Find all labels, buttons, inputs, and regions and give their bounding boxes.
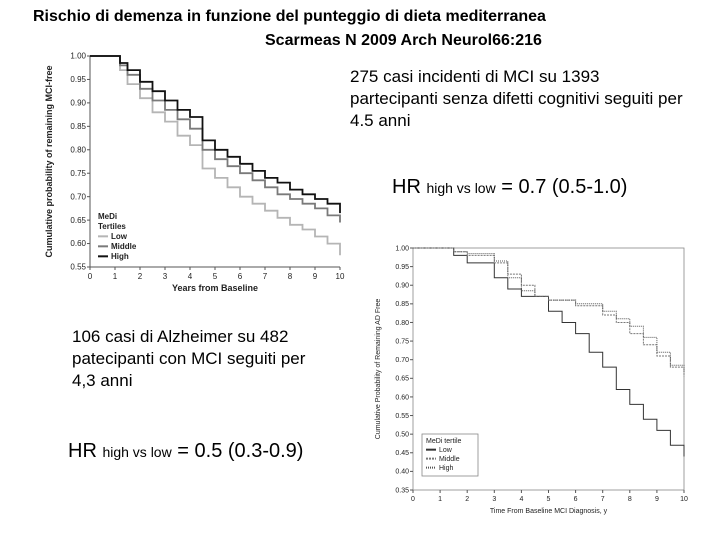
- mci-legend-label: High: [111, 252, 129, 261]
- mci-x-tick-label: 4: [187, 272, 193, 281]
- mci-y-tick-label: 0.85: [70, 122, 86, 131]
- hr-mci-prefix: HR: [392, 176, 427, 198]
- hr-ad-prefix: HR: [68, 440, 103, 462]
- mci-y-tick-label: 0.65: [70, 215, 86, 225]
- ad-y-tick-label: 0.65: [395, 375, 409, 383]
- mci-x-tick-label: 2: [137, 272, 143, 281]
- ad-x-tick-label: 3: [492, 496, 497, 503]
- hr-ad-subscript: high vs low: [102, 444, 172, 460]
- ad-y-axis-label: Cumulative Probability of Remaining AD Free: [375, 298, 382, 440]
- mci-legend-label: Middle: [111, 242, 137, 251]
- mci-x-tick-label: 8: [287, 272, 293, 281]
- ad-x-tick-label: 4: [519, 496, 524, 503]
- ad-y-tick-label: 0.55: [395, 412, 409, 420]
- ad-y-tick-label: 0.75: [395, 338, 409, 346]
- ad-y-tick-label: 0.50: [395, 431, 409, 439]
- mci-legend-label: Low: [111, 232, 127, 241]
- ad-series-low: [413, 248, 684, 457]
- hr-mci-subscript: high vs low: [426, 180, 496, 196]
- mci-y-tick-label: 0.75: [70, 168, 86, 178]
- mci-x-tick-label: 6: [237, 272, 243, 281]
- mci-legend-title: Tertiles: [98, 222, 126, 231]
- mci-y-tick-label: 0.80: [70, 145, 86, 155]
- ad-y-tick-label: 0.45: [395, 450, 409, 458]
- mci-x-tick-label: 3: [162, 272, 168, 281]
- mci-y-axis-label: Cumulative probability of remaining MCI-free: [44, 65, 54, 258]
- hr-ad-value: = 0.5 (0.3-0.9): [171, 440, 304, 462]
- mci-study-note: 275 casi incidenti di MCI su 1393 partecipanti senza difetti cognitivi seguiti per 4.5 anni: [350, 67, 683, 130]
- ad-x-tick-label: 2: [465, 496, 470, 503]
- ad-x-axis-label: Time From Baseline MCI Diagnosis, y: [489, 508, 608, 515]
- citation: Scarmeas N 2009 Arch Neurol66:216: [265, 32, 542, 49]
- ad-y-tick-label: 0.90: [395, 282, 409, 290]
- slide-title: Rischio di demenza in funzione del punteggio di dieta mediterranea: [33, 8, 546, 25]
- mci-y-tick-label: 0.70: [70, 192, 86, 202]
- mci-y-tick-label: 0.95: [70, 75, 86, 85]
- hr-ad: [68, 440, 303, 463]
- ad-y-tick-label: 0.80: [395, 319, 409, 327]
- ad-x-tick-label: 0: [411, 496, 415, 503]
- ad-legend-title: MeDi tertile: [426, 438, 462, 445]
- mci-y-tick-label: 0.55: [70, 262, 86, 272]
- ad-x-tick-label: 8: [627, 496, 632, 503]
- mci-x-tick-label: 0: [87, 272, 93, 281]
- mci-x-tick-label: 7: [262, 272, 268, 281]
- mci-x-tick-label: 9: [312, 272, 318, 281]
- ad-survival-chart: [368, 240, 698, 530]
- ad-study-note: 106 casi di Alzheimer su 482 patecipanti con MCI seguiti per 4,3 anni: [72, 327, 306, 390]
- ad-y-tick-label: 1.00: [395, 245, 409, 253]
- ad-y-tick-label: 0.35: [395, 487, 409, 495]
- ad-y-tick-label: 0.60: [395, 394, 409, 402]
- ad-x-tick-label: 6: [573, 496, 578, 503]
- hr-mci-value: = 0.7 (0.5-1.0): [495, 176, 628, 198]
- ad-x-tick-label: 1: [438, 496, 443, 503]
- ad-y-tick-label: 0.70: [395, 357, 409, 365]
- ad-y-tick-label: 0.40: [395, 468, 409, 476]
- mci-x-axis-label: Years from Baseline: [171, 283, 259, 293]
- mci-y-tick-label: 0.90: [70, 98, 86, 108]
- ad-legend-label: Middle: [439, 456, 460, 463]
- ad-x-tick-label: 5: [546, 496, 551, 503]
- mci-x-tick-label: 10: [335, 272, 345, 281]
- mci-survival-chart: [40, 42, 360, 307]
- mci-x-tick-label: 1: [112, 272, 118, 281]
- mci-legend-title: MeDi: [98, 212, 118, 221]
- mci-x-tick-label: 5: [212, 272, 218, 281]
- mci-y-tick-label: 0.60: [70, 239, 86, 249]
- ad-y-tick-label: 0.85: [395, 301, 409, 309]
- ad-x-tick-label: 7: [600, 496, 605, 503]
- ad-y-tick-label: 0.95: [395, 263, 409, 271]
- ad-x-tick-label: 10: [680, 496, 688, 503]
- ad-legend-label: High: [439, 465, 454, 472]
- ad-series-middle: [413, 248, 684, 376]
- hr-mci: [392, 176, 627, 199]
- mci-y-tick-label: 1.00: [70, 51, 86, 61]
- ad-legend-label: Low: [439, 447, 452, 454]
- ad-x-tick-label: 9: [654, 496, 659, 503]
